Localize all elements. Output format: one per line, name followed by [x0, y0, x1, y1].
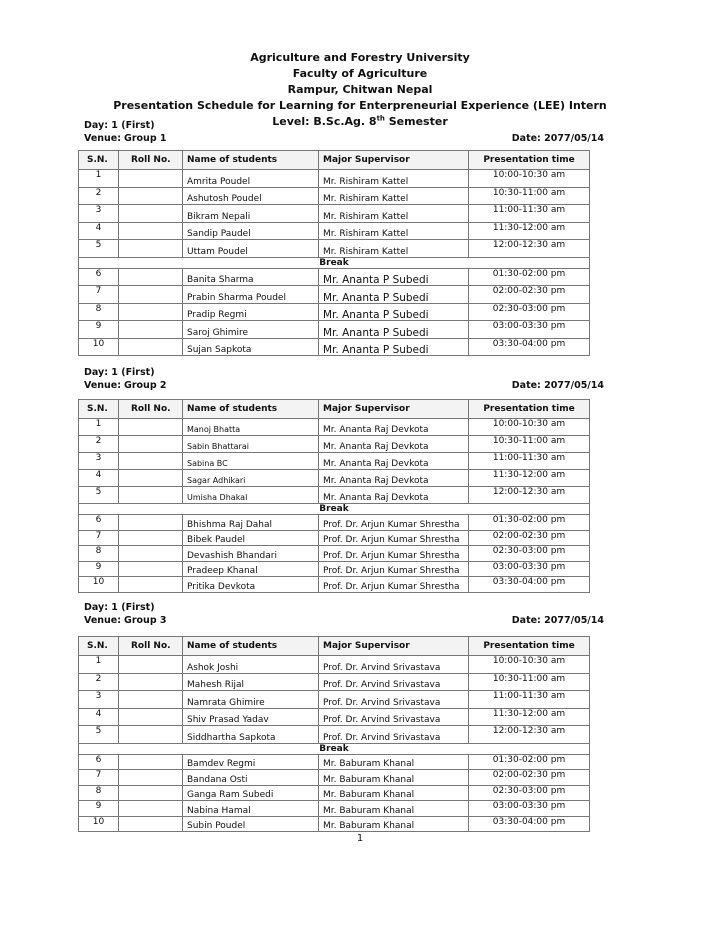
- student-name: Bhishma Raj Dahal: [183, 515, 319, 531]
- table-row: [79, 691, 590, 709]
- serial-number: 6: [79, 754, 119, 770]
- presentation-time: 11:00-11:30 am: [469, 453, 590, 470]
- roll-number: [119, 205, 183, 223]
- student-name: Ashutosh Poudel: [183, 187, 319, 205]
- table-row: [79, 530, 590, 546]
- presentation-time: 03:30-04:00 pm: [469, 816, 590, 832]
- serial-number: 7: [79, 286, 119, 304]
- supervisor-name: Mr. Rishiram Kattel: [319, 205, 469, 223]
- serial-number: 5: [79, 726, 119, 744]
- presentation-time: 02:00-02:30 pm: [469, 530, 590, 546]
- supervisor-name: Prof. Dr. Arvind Srivastava: [319, 726, 469, 744]
- supervisor-name: Mr. Ananta P Subedi: [319, 286, 469, 304]
- presentation-time: 11:00-11:30 am: [469, 205, 590, 223]
- schedule-table-group-2: [78, 399, 590, 593]
- roll-number: [119, 530, 183, 546]
- table-row: [79, 205, 590, 223]
- faculty-name: Faculty of Agriculture: [292, 67, 428, 80]
- student-name: Manoj Bhatta: [183, 419, 319, 436]
- serial-number: 9: [79, 321, 119, 339]
- supervisor-name: Mr. Ananta Raj Devkota: [319, 419, 469, 436]
- table-row: [79, 487, 590, 504]
- table-row: [79, 561, 590, 577]
- supervisor-name: Mr. Ananta P Subedi: [319, 303, 469, 321]
- serial-number: 8: [79, 546, 119, 562]
- student-name: Nabina Hamal: [183, 801, 319, 817]
- table-header-row: [79, 151, 590, 170]
- serial-number: 8: [79, 785, 119, 801]
- student-name: Sandip Paudel: [183, 222, 319, 240]
- column-header: S.N.: [79, 151, 119, 170]
- table-row: [79, 338, 590, 356]
- column-header: Presentation time: [469, 400, 590, 419]
- document-header: [0, 50, 720, 130]
- roll-number: [119, 561, 183, 577]
- student-name: Sabina BC: [183, 453, 319, 470]
- presentation-time: 01:30-02:00 pm: [469, 268, 590, 286]
- serial-number: 1: [79, 170, 119, 188]
- student-name: Ashok Joshi: [183, 656, 319, 674]
- roll-number: [119, 691, 183, 709]
- presentation-time: 02:00-02:30 pm: [469, 770, 590, 786]
- presentation-time: 12:00-12:30 am: [469, 240, 590, 258]
- presentation-time: 12:00-12:30 am: [469, 487, 590, 504]
- serial-number: 5: [79, 487, 119, 504]
- column-header: S.N.: [79, 400, 119, 419]
- column-header: S.N.: [79, 637, 119, 656]
- supervisor-name: Prof. Dr. Arvind Srivastava: [319, 691, 469, 709]
- serial-number: 3: [79, 205, 119, 223]
- student-name: Mahesh Rijal: [183, 673, 319, 691]
- table-row: [79, 673, 590, 691]
- student-name: Pradeep Khanal: [183, 561, 319, 577]
- supervisor-name: Mr. Rishiram Kattel: [319, 187, 469, 205]
- presentation-time: 02:00-02:30 pm: [469, 286, 590, 304]
- table-row: [79, 470, 590, 487]
- table-row: [79, 546, 590, 562]
- group-2-meta: [84, 366, 604, 392]
- presentation-time: 03:30-04:00 pm: [469, 577, 590, 593]
- roll-number: [119, 170, 183, 188]
- roll-number: [119, 816, 183, 832]
- serial-number: 10: [79, 577, 119, 593]
- serial-number: 1: [79, 419, 119, 436]
- supervisor-name: Mr. Ananta P Subedi: [319, 338, 469, 356]
- student-name: Prabin Sharma Poudel: [183, 286, 319, 304]
- roll-number: [119, 801, 183, 817]
- break-row: [79, 743, 590, 754]
- supervisor-name: Mr. Baburam Khanal: [319, 770, 469, 786]
- university-name: Agriculture and Forestry University: [250, 51, 470, 64]
- supervisor-name: Mr. Ananta P Subedi: [319, 268, 469, 286]
- presentation-time: 02:30-03:00 pm: [469, 785, 590, 801]
- presentation-time: 02:30-03:00 pm: [469, 303, 590, 321]
- table-row: [79, 754, 590, 770]
- serial-number: 2: [79, 436, 119, 453]
- break-label: Break: [79, 743, 590, 754]
- roll-number: [119, 673, 183, 691]
- roll-number: [119, 419, 183, 436]
- supervisor-name: Prof. Dr. Arjun Kumar Shrestha: [319, 546, 469, 562]
- break-label: Break: [79, 257, 590, 268]
- venue-label: Venue: Group 3: [84, 615, 167, 626]
- table-header-row: [79, 400, 590, 419]
- day-label: Day: 1 (First): [84, 367, 155, 378]
- supervisor-name: Mr. Rishiram Kattel: [319, 240, 469, 258]
- table-row: [79, 816, 590, 832]
- student-name: Umisha Dhakal: [183, 487, 319, 504]
- supervisor-name: Prof. Dr. Arvind Srivastava: [319, 656, 469, 674]
- column-header: Name of students: [183, 151, 319, 170]
- table-row: [79, 222, 590, 240]
- roll-number: [119, 770, 183, 786]
- roll-number: [119, 268, 183, 286]
- roll-number: [119, 726, 183, 744]
- venue-label: Venue: Group 1: [84, 133, 167, 144]
- roll-number: [119, 338, 183, 356]
- serial-number: 2: [79, 673, 119, 691]
- presentation-time: 10:30-11:00 am: [469, 436, 590, 453]
- serial-number: 1: [79, 656, 119, 674]
- presentation-time: 01:30-02:00 pm: [469, 754, 590, 770]
- presentation-time: 01:30-02:00 pm: [469, 515, 590, 531]
- student-name: Namrata Ghimire: [183, 691, 319, 709]
- supervisor-name: Mr. Ananta Raj Devkota: [319, 436, 469, 453]
- schedule-table-group-1: [78, 150, 590, 356]
- student-name: Banita Sharma: [183, 268, 319, 286]
- serial-number: 8: [79, 303, 119, 321]
- serial-number: 6: [79, 268, 119, 286]
- serial-number: 9: [79, 801, 119, 817]
- supervisor-name: Mr. Ananta Raj Devkota: [319, 453, 469, 470]
- serial-number: 4: [79, 470, 119, 487]
- date-label: Date: 2077/05/14: [511, 615, 604, 626]
- presentation-time: 10:00-10:30 am: [469, 419, 590, 436]
- break-row: [79, 504, 590, 515]
- day-label: Day: 1 (First): [84, 120, 155, 131]
- student-name: Bandana Osti: [183, 770, 319, 786]
- presentation-time: 11:30-12:00 am: [469, 222, 590, 240]
- roll-number: [119, 303, 183, 321]
- presentation-time: 11:00-11:30 am: [469, 691, 590, 709]
- supervisor-name: Prof. Dr. Arjun Kumar Shrestha: [319, 530, 469, 546]
- serial-number: 4: [79, 222, 119, 240]
- serial-number: 9: [79, 561, 119, 577]
- column-header: Major Supervisor: [319, 151, 469, 170]
- roll-number: [119, 785, 183, 801]
- schedule-title: Presentation Schedule for Learning for Enterpreneurial Experience (LEE) Intern: [113, 99, 607, 112]
- student-name: Ganga Ram Subedi: [183, 785, 319, 801]
- table-row: [79, 419, 590, 436]
- column-header: Roll No.: [119, 151, 183, 170]
- supervisor-name: Mr. Ananta Raj Devkota: [319, 487, 469, 504]
- serial-number: 5: [79, 240, 119, 258]
- roll-number: [119, 487, 183, 504]
- presentation-time: 03:00-03:30 pm: [469, 801, 590, 817]
- presentation-time: 10:30-11:00 am: [469, 673, 590, 691]
- supervisor-name: Prof. Dr. Arjun Kumar Shrestha: [319, 515, 469, 531]
- roll-number: [119, 656, 183, 674]
- student-name: Amrita Poudel: [183, 170, 319, 188]
- level-line: Level: B.Sc.Ag. 8th Semester: [272, 114, 448, 128]
- column-header: Major Supervisor: [319, 637, 469, 656]
- student-name: Shiv Prasad Yadav: [183, 708, 319, 726]
- student-name: Uttam Poudel: [183, 240, 319, 258]
- supervisor-name: Mr. Ananta P Subedi: [319, 321, 469, 339]
- student-name: Siddhartha Sapkota: [183, 726, 319, 744]
- day-label: Day: 1 (First): [84, 602, 155, 613]
- column-header: Presentation time: [469, 637, 590, 656]
- table-row: [79, 170, 590, 188]
- presentation-time: 11:30-12:00 am: [469, 470, 590, 487]
- student-name: Saroj Ghimire: [183, 321, 319, 339]
- supervisor-name: Prof. Dr. Arjun Kumar Shrestha: [319, 561, 469, 577]
- supervisor-name: Mr. Baburam Khanal: [319, 785, 469, 801]
- serial-number: 10: [79, 338, 119, 356]
- venue-label: Venue: Group 2: [84, 380, 167, 391]
- serial-number: 7: [79, 530, 119, 546]
- table-row: [79, 801, 590, 817]
- table-row: [79, 577, 590, 593]
- table-row: [79, 268, 590, 286]
- serial-number: 4: [79, 708, 119, 726]
- supervisor-name: Mr. Baburam Khanal: [319, 801, 469, 817]
- table-row: [79, 240, 590, 258]
- supervisor-name: Mr. Rishiram Kattel: [319, 222, 469, 240]
- table-header-row: [79, 637, 590, 656]
- student-name: Sagar Adhikari: [183, 470, 319, 487]
- serial-number: 6: [79, 515, 119, 531]
- student-name: Devashish Bhandari: [183, 546, 319, 562]
- presentation-time: 02:30-03:00 pm: [469, 546, 590, 562]
- roll-number: [119, 286, 183, 304]
- supervisor-name: Mr. Baburam Khanal: [319, 754, 469, 770]
- table-row: [79, 187, 590, 205]
- table-row: [79, 321, 590, 339]
- student-name: Pritika Devkota: [183, 577, 319, 593]
- roll-number: [119, 453, 183, 470]
- presentation-time: 11:30-12:00 am: [469, 708, 590, 726]
- serial-number: 3: [79, 691, 119, 709]
- supervisor-name: Mr. Baburam Khanal: [319, 816, 469, 832]
- student-name: Bikram Nepali: [183, 205, 319, 223]
- break-row: [79, 257, 590, 268]
- supervisor-name: Mr. Ananta Raj Devkota: [319, 470, 469, 487]
- table-row: [79, 515, 590, 531]
- roll-number: [119, 436, 183, 453]
- roll-number: [119, 546, 183, 562]
- presentation-time: 03:00-03:30 pm: [469, 321, 590, 339]
- table-row: [79, 708, 590, 726]
- column-header: Presentation time: [469, 151, 590, 170]
- roll-number: [119, 470, 183, 487]
- date-label: Date: 2077/05/14: [511, 133, 604, 144]
- column-header: Name of students: [183, 400, 319, 419]
- date-label: Date: 2077/05/14: [511, 380, 604, 391]
- table-row: [79, 436, 590, 453]
- column-header: Roll No.: [119, 637, 183, 656]
- student-name: Pradip Regmi: [183, 303, 319, 321]
- student-name: Bibek Paudel: [183, 530, 319, 546]
- table-row: [79, 303, 590, 321]
- table-row: [79, 770, 590, 786]
- presentation-time: 03:00-03:30 pm: [469, 561, 590, 577]
- serial-number: 3: [79, 453, 119, 470]
- roll-number: [119, 515, 183, 531]
- table-row: [79, 785, 590, 801]
- roll-number: [119, 754, 183, 770]
- group-1-meta: [84, 119, 604, 145]
- roll-number: [119, 222, 183, 240]
- presentation-time: 10:30-11:00 am: [469, 187, 590, 205]
- column-header: Major Supervisor: [319, 400, 469, 419]
- table-row: [79, 286, 590, 304]
- break-label: Break: [79, 504, 590, 515]
- presentation-time: 10:00-10:30 am: [469, 170, 590, 188]
- presentation-time: 10:00-10:30 am: [469, 656, 590, 674]
- table-row: [79, 726, 590, 744]
- student-name: Bamdev Regmi: [183, 754, 319, 770]
- roll-number: [119, 577, 183, 593]
- roll-number: [119, 240, 183, 258]
- supervisor-name: Prof. Dr. Arvind Srivastava: [319, 708, 469, 726]
- table-row: [79, 453, 590, 470]
- group-3-meta: [84, 601, 604, 627]
- roll-number: [119, 187, 183, 205]
- supervisor-name: Prof. Dr. Arvind Srivastava: [319, 673, 469, 691]
- page-number: 1: [356, 833, 364, 844]
- schedule-table-group-3: [78, 636, 590, 832]
- roll-number: [119, 708, 183, 726]
- serial-number: 2: [79, 187, 119, 205]
- student-name: Subin Poudel: [183, 816, 319, 832]
- campus-address: Rampur, Chitwan Nepal: [287, 83, 433, 96]
- column-header: Name of students: [183, 637, 319, 656]
- roll-number: [119, 321, 183, 339]
- column-header: Roll No.: [119, 400, 183, 419]
- supervisor-name: Prof. Dr. Arjun Kumar Shrestha: [319, 577, 469, 593]
- presentation-time: 12:00-12:30 am: [469, 726, 590, 744]
- student-name: Sujan Sapkota: [183, 338, 319, 356]
- supervisor-name: Mr. Rishiram Kattel: [319, 170, 469, 188]
- serial-number: 7: [79, 770, 119, 786]
- table-row: [79, 656, 590, 674]
- student-name: Sabin Bhattarai: [183, 436, 319, 453]
- presentation-time: 03:30-04:00 pm: [469, 338, 590, 356]
- serial-number: 10: [79, 816, 119, 832]
